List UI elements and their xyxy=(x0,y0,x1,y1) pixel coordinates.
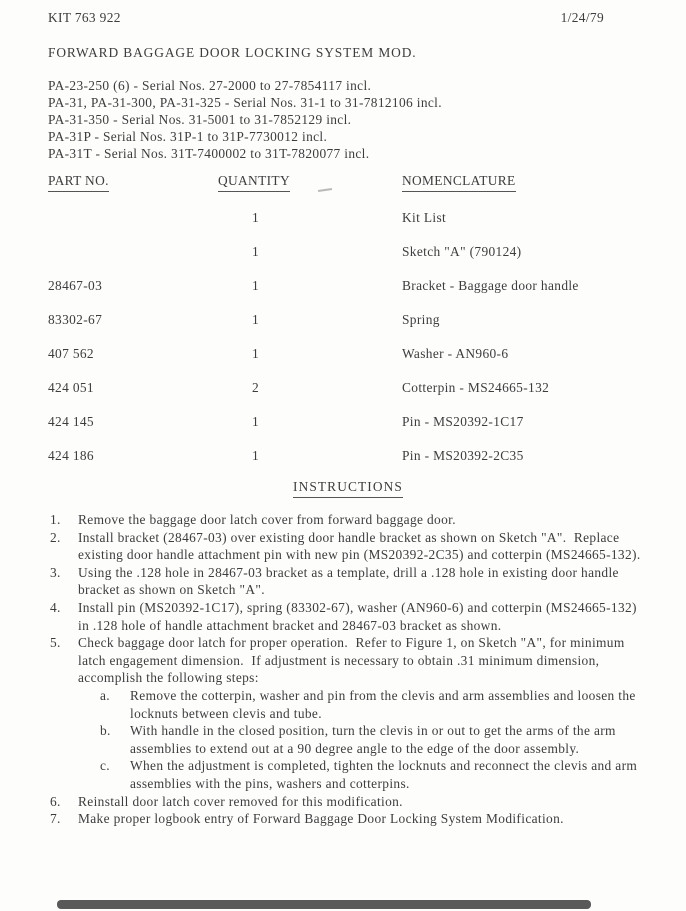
applicability-line: PA-31P - Serial Nos. 31P-1 to 31P-7730012 incl. xyxy=(48,129,328,144)
instruction-substep xyxy=(100,757,648,792)
table-row xyxy=(48,414,648,430)
instruction-number: 7. xyxy=(50,811,61,827)
cell-quantity: 1 xyxy=(252,278,260,293)
instruction-number: 5. xyxy=(50,635,61,651)
applicability-line: PA-31-350 - Serial Nos. 31-5001 to 31-7852129 incl. xyxy=(48,112,352,127)
cell-nomenclature: Pin - MS20392-1C17 xyxy=(402,414,524,429)
cell-quantity: 1 xyxy=(252,312,260,327)
table-row xyxy=(48,312,648,328)
instruction-substeps xyxy=(100,687,648,793)
instruction-text: Check baggage door latch for proper operation. Refer to Figure 1, on Sketch "A", for minimum latch engagement dimension. If adjustment is necessary to obtain .31 minimum dimension, accomplish the following steps: xyxy=(78,635,629,686)
instruction-number: 6. xyxy=(50,793,61,809)
parts-table-header xyxy=(48,173,648,192)
cell-quantity: 2 xyxy=(252,380,260,395)
instructions-list xyxy=(48,511,648,828)
document-content xyxy=(48,6,648,828)
scan-edge-bar xyxy=(57,900,591,909)
table-row xyxy=(48,448,648,464)
applicability-line: PA-31T - Serial Nos. 31T-7400002 to 31T-7820077 incl. xyxy=(48,146,370,161)
cell-part-no xyxy=(48,210,218,226)
cell-part-no: 28467-03 xyxy=(48,278,103,293)
cell-nomenclature: Pin - MS20392-2C35 xyxy=(402,448,524,463)
instruction-substep xyxy=(100,687,648,722)
cell-part-no: 83302-67 xyxy=(48,312,103,327)
cell-part-no: 424 186 xyxy=(48,448,94,463)
table-row xyxy=(48,210,648,226)
substep-text: With handle in the closed position, turn the clevis in or out to get the arms of the arm assemblies to extend out at a 90 degree angle to the edge of the door assembly. xyxy=(130,723,620,756)
table-row xyxy=(48,278,648,294)
instruction-text: Reinstall door latch cover removed for this modification. xyxy=(78,793,403,809)
doc-title: FORWARD BAGGAGE DOOR LOCKING SYSTEM MOD. xyxy=(48,45,417,60)
instruction-item xyxy=(48,793,648,811)
header-part-no: PART NO. xyxy=(48,173,218,192)
cell-part-no: 407 562 xyxy=(48,346,94,361)
instructions-heading: INSTRUCTIONS xyxy=(48,479,648,498)
cell-nomenclature: Bracket - Baggage door handle xyxy=(402,278,579,293)
instruction-text: Remove the baggage door latch cover from forward baggage door. xyxy=(78,512,456,527)
substep-text: When the adjustment is completed, tighten the locknuts and reconnect the clevis and arm assemblies with the pins, washers and cotterpins. xyxy=(130,758,641,791)
instruction-number: 1. xyxy=(50,512,61,527)
instruction-number: 3. xyxy=(50,564,61,580)
instruction-item xyxy=(48,529,648,564)
instruction-text: Make proper logbook entry of Forward Baggage Door Locking System Modification. xyxy=(78,811,564,827)
cell-quantity: 1 xyxy=(252,414,260,429)
table-row xyxy=(48,346,648,362)
cell-quantity: 1 xyxy=(252,346,260,361)
applicability-list xyxy=(48,77,648,162)
cell-part-no: 424 145 xyxy=(48,414,94,429)
header-quantity: QUANTITY xyxy=(218,173,402,192)
applicability-line: PA-31, PA-31-300, PA-31-325 - Serial Nos. 31-1 to 31-7812106 incl. xyxy=(48,95,442,110)
cell-part-no: 424 051 xyxy=(48,380,94,395)
instruction-item xyxy=(48,634,648,792)
kit-number: KIT 763 922 xyxy=(48,10,121,25)
instruction-number: 2. xyxy=(50,529,61,545)
parts-table xyxy=(48,173,648,464)
instruction-item xyxy=(48,564,648,599)
substep-text: Remove the cotterpin, washer and pin from the clevis and arm assemblies and loosen the locknuts between clevis and tube. xyxy=(130,687,640,721)
cell-nomenclature: Sketch "A" (790124) xyxy=(402,244,522,259)
doc-header xyxy=(48,10,648,26)
cell-nomenclature: Cotterpin - MS24665-132 xyxy=(402,380,550,395)
cell-nomenclature: Spring xyxy=(402,312,440,327)
instruction-text: Using the .128 hole in 28467-03 bracket as a template, drill a .128 hole in existing door handle bracket as shown on Sketch "A". xyxy=(78,564,623,598)
instruction-item xyxy=(48,599,648,634)
instruction-number: 4. xyxy=(50,599,61,615)
cell-quantity: 1 xyxy=(252,244,260,259)
table-row xyxy=(48,380,648,396)
applicability-line: PA-23-250 (6) - Serial Nos. 27-2000 to 27-7854117 incl. xyxy=(48,78,372,93)
cell-nomenclature: Washer - AN960-6 xyxy=(402,346,509,361)
cell-quantity: 1 xyxy=(252,210,260,225)
table-row xyxy=(48,244,648,260)
substep-letter: c. xyxy=(100,758,110,774)
instruction-item xyxy=(48,810,648,828)
instruction-substep xyxy=(100,722,648,757)
instruction-text: Install pin (MS20392-1C17), spring (83302-67), washer (AN960-6) and cotterpin (MS24665-132) in .128 hole of handle attachment bracket and 28467-03 bracket as shown. xyxy=(78,599,641,633)
cell-quantity: 1 xyxy=(252,448,260,463)
substep-letter: b. xyxy=(100,723,111,739)
instruction-item xyxy=(48,511,648,529)
header-nomenclature: NOMENCLATURE xyxy=(402,173,648,192)
substep-letter: a. xyxy=(100,687,110,703)
doc-date: 1/24/79 xyxy=(560,10,604,25)
cell-part-no xyxy=(48,244,218,260)
instruction-text: Install bracket (28467-03) over existing door handle bracket as shown on Sketch "A". Replace existing door handle attachment pin with new pin (MS20392-2C35) and cotterpin (MS24665-132). xyxy=(78,529,641,563)
cell-nomenclature: Kit List xyxy=(402,210,447,225)
